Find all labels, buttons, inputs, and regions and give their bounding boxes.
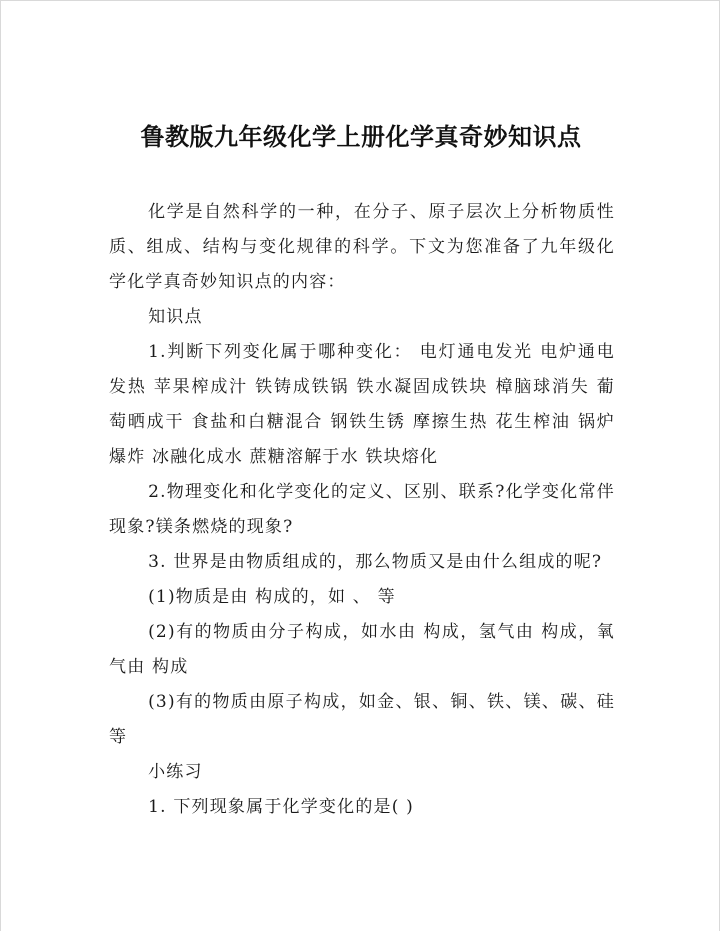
paragraph-subitem-3: (3)有的物质由原子构成，如金、银、铜、铁、镁、碳、硅等 xyxy=(109,692,615,747)
paragraph-subitem-2: (2)有的物质由分子构成，如水由 构成，氢气由 构成，氧气由 构成 xyxy=(109,622,615,677)
section-heading-knowledge: 知识点 xyxy=(148,307,203,327)
paragraph-item-2: 2.物理变化和化学变化的定义、区别、联系?化学变化常伴现象?镁条燃烧的现象? xyxy=(109,482,615,537)
paragraph-intro: 化学是自然科学的一种，在分子、原子层次上分析物质性质、组成、结构与变化规律的科学。下文为您准备了九年级化学化学真奇妙知识点的内容： xyxy=(109,202,615,292)
paragraph-item-1: 1.判断下列变化属于哪种变化： 电灯通电发光 电炉通电发热 苹果榨成汁 铁铸成铁锅 铁水凝固成铁块 樟脑球消失 葡萄晒成干 食盐和白糖混合 钢铁生锈 摩擦生热 花生榨油 锅炉爆炸 冰融化成水 蔗糖溶解于水 铁块熔化 xyxy=(109,342,615,467)
paragraph-item-3: 3. 世界是由物质组成的，那么物质又是由什么组成的呢? xyxy=(148,552,603,572)
paragraph-subitem-1: (1)物质是由 构成的，如 、 等 xyxy=(148,587,396,607)
paragraph-question-1: 1. 下列现象属于化学变化的是( ) xyxy=(148,797,414,817)
document-body xyxy=(109,195,615,825)
document-title: 鲁教版九年级化学上册化学真奇妙知识点 xyxy=(140,123,582,151)
section-heading-practice: 小练习 xyxy=(148,762,203,782)
